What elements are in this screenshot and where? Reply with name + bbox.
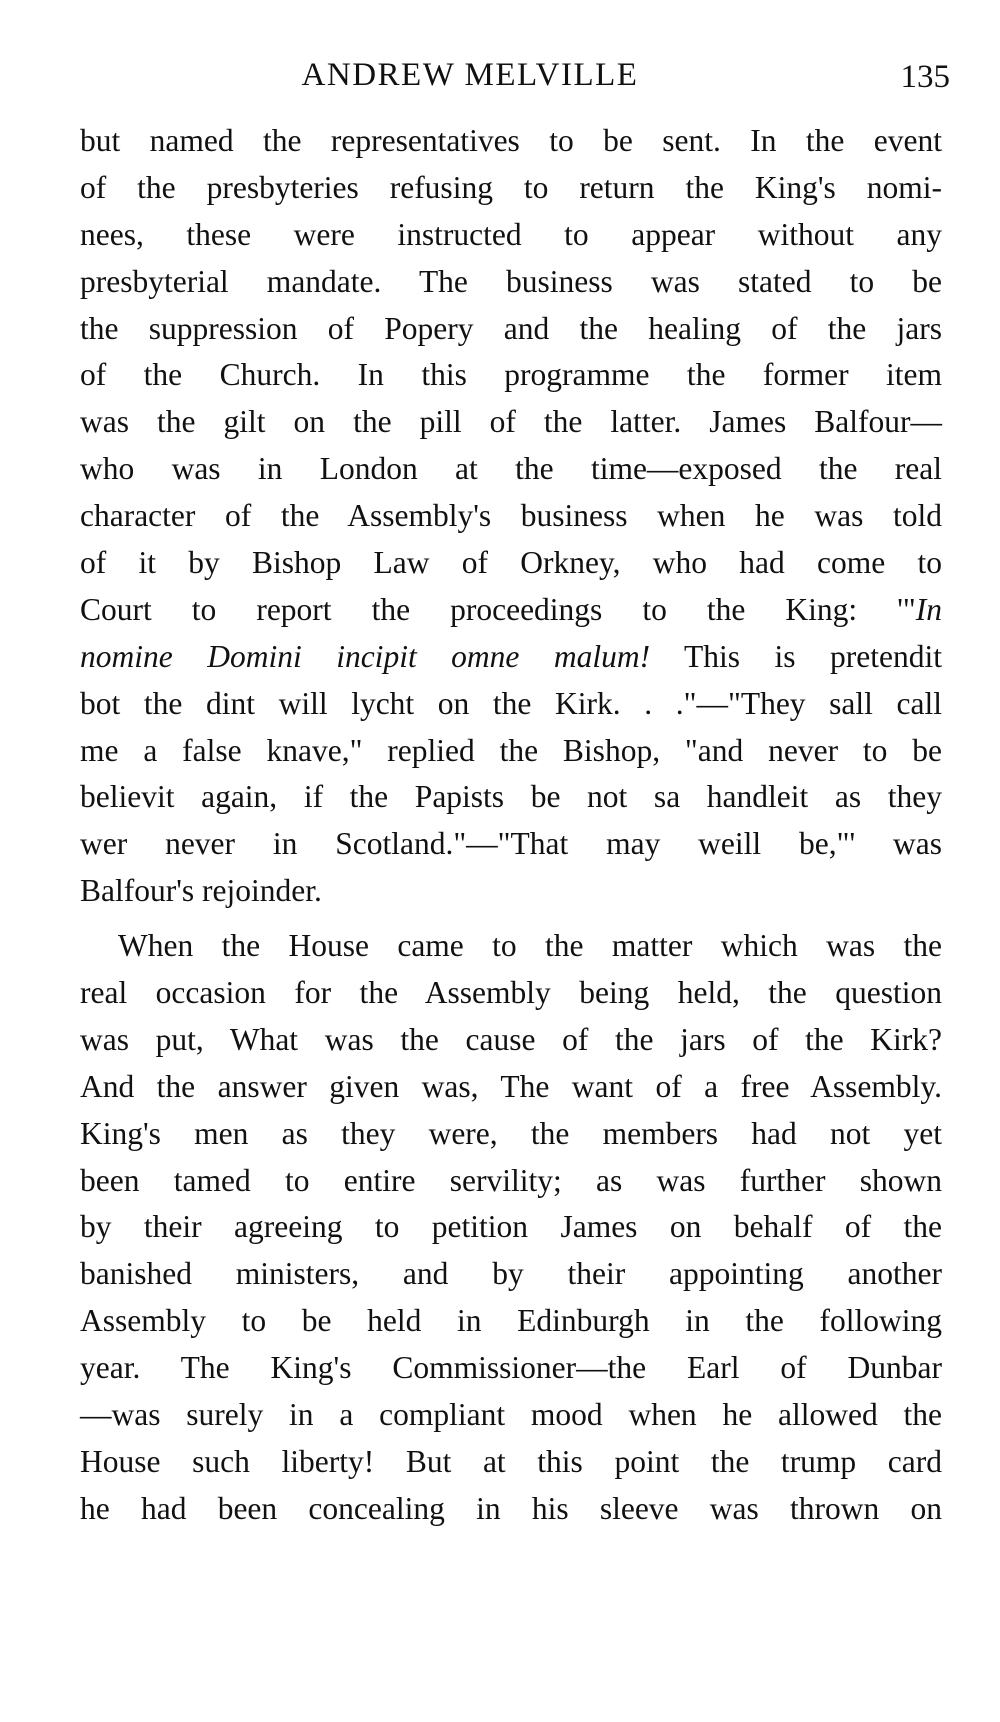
text-line: —was surely in a compliant mood when he allowed the bbox=[80, 1397, 942, 1433]
text-line: who was in London at the time—exposed the real bbox=[80, 451, 942, 487]
text-line: of it by Bishop Law of Orkney, who had come to bbox=[80, 545, 942, 581]
running-title: ANDREW MELVILLE bbox=[301, 57, 639, 93]
text-line: And the answer given was, The want of a free Assembly. bbox=[80, 1068, 942, 1104]
page-number: 135 bbox=[900, 59, 950, 95]
text-line: been tamed to entire servility; as was further shown bbox=[80, 1162, 942, 1198]
text-line: of the presbyteries refusing to return the King's nomi- bbox=[80, 169, 942, 205]
body-text bbox=[80, 118, 942, 1533]
text-line: believit again, if the Papists be not sa handleit as they bbox=[80, 779, 942, 815]
text-line: of the Church. In this programme the former item bbox=[80, 357, 942, 393]
paragraph bbox=[80, 118, 942, 915]
running-head bbox=[80, 50, 950, 100]
text-line: wer never in Scotland."—"That may weill be,"' was bbox=[80, 826, 942, 862]
text-run: This is pretendit bbox=[650, 638, 943, 674]
text-line-mixed bbox=[80, 587, 942, 634]
text-line: banished ministers, and by their appointing another bbox=[80, 1256, 942, 1292]
text-line: real occasion for the Assembly being held, the question bbox=[80, 975, 942, 1011]
italic-run: In bbox=[915, 591, 942, 627]
text-line: character of the Assembly's business when he was told bbox=[80, 498, 942, 534]
text-line: but named the representatives to be sent. In the event bbox=[80, 123, 942, 158]
text-line: the suppression of Popery and the healing of the jars bbox=[80, 310, 942, 346]
text-line: was the gilt on the pill of the latter. James Balfour— bbox=[80, 404, 942, 440]
text-line: me a false knave," replied the Bishop, "and never to be bbox=[80, 732, 942, 768]
text-line: Assembly to be held in Edinburgh in the following bbox=[80, 1303, 942, 1339]
text-run: Court to report the proceedings to the King: '" bbox=[80, 591, 916, 627]
text-line: Balfour's rejoinder. bbox=[80, 873, 322, 909]
text-line-mixed bbox=[80, 634, 942, 681]
text-line: was put, What was the cause of the jars of the Kirk? bbox=[80, 1021, 942, 1057]
text-line: presbyterial mandate. The business was stated to be bbox=[80, 263, 942, 299]
text-line: bot the dint will lycht on the Kirk. . ."—"They sall call bbox=[80, 685, 942, 721]
text-line: year. The King's Commissioner—the Earl of Dunbar bbox=[80, 1350, 942, 1386]
text-line: he had been concealing in his sleeve was thrown on bbox=[80, 1490, 942, 1526]
text-line: When the House came to the matter which was the bbox=[118, 928, 942, 964]
text-line: King's men as they were, the members had not yet bbox=[80, 1115, 942, 1151]
text-line: House such liberty! But at this point the trump card bbox=[80, 1443, 942, 1479]
text-line: by their agreeing to petition James on behalf of the bbox=[80, 1209, 942, 1245]
text-line: nees, these were instructed to appear without any bbox=[80, 216, 942, 252]
italic-run: nomine Domini incipit omne malum! bbox=[80, 638, 651, 674]
paragraph bbox=[80, 923, 942, 1533]
